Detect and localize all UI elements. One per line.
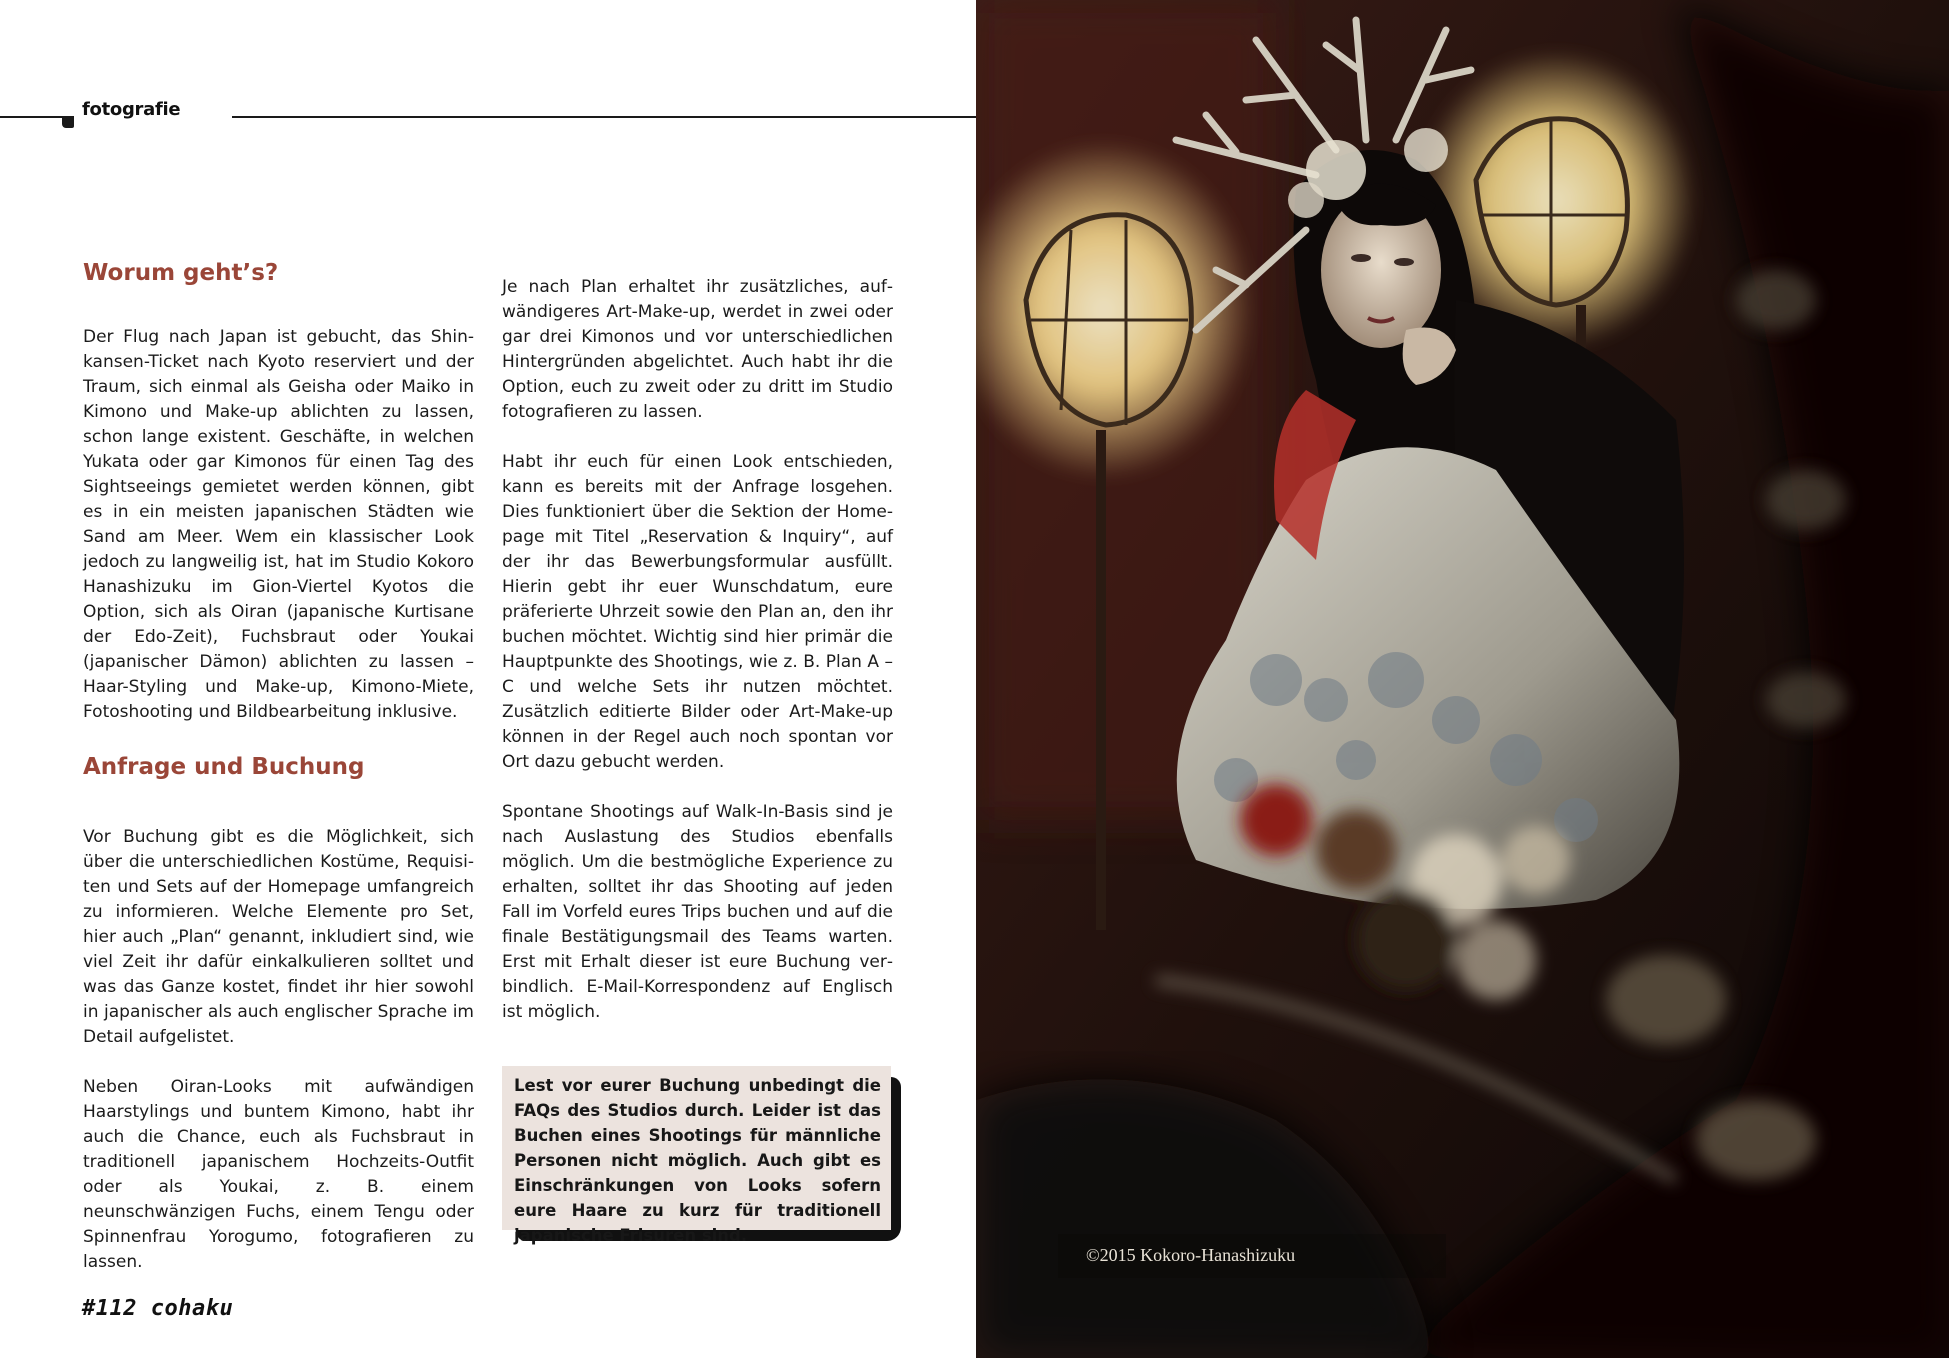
header-rule-tab <box>62 116 74 128</box>
section-tag: fotografie <box>82 99 181 120</box>
heading-anfrage: Anfrage und Buchung <box>83 754 365 780</box>
photo-credit-box <box>1058 1234 1446 1278</box>
header-rule-right <box>232 116 976 118</box>
paragraph: Je nach Plan erhaltet ihr zusätzliches, aufwändigeres Art-Make-up, werdet in zwei oder gar drei Kimonos und vor unterschiedlichen Hintergründen abgelichtet. Auch habt ihr die Option, euch zu zweit oder zu dritt im Studio fotografieren zu lassen. <box>502 277 893 422</box>
paragraph: Vor Buchung gibt es die Möglichkeit, sich über die unterschiedlichen Kostüme, Requisiten und Sets auf der Homepage umfangreich zu informieren. Welche Elemente pro Set, hier auch „Plan“ genannt, inkludiert sind, wie viel Zeit ihr dafür einkalkulieren solltet und was das Ganze kostet, findet ihr hier sowohl in japanischer als auch englischer Sprache im Detail aufgelistet. <box>83 827 474 1047</box>
issue-footer: #112 cohaku <box>82 1296 234 1321</box>
photo-illustration <box>976 0 1949 1358</box>
paragraph: Spontane Shootings auf Walk-In-Basis sind je nach Auslastung des Studios ebenfalls möglich. Um die bestmögliche Experience zu erhalten, solltet ihr das Shooting auf jeden Fall im Vorfeld eures Trips buchen und auf die finale Bestätigungsmail des Teams warten. Erst mit Erhalt dieser ist eure Buchung verbindlich. E-Mail-Korrespondenz auf Englisch ist möglich. <box>502 802 893 1022</box>
paragraph: Der Flug nach Japan ist gebucht, das Shinkansen-Ticket nach Kyoto reserviert und der Traum, sich einmal als Geisha oder Maiko in Kimono und Make-up ablichten zu lassen, schon lange existent. Geschäfte, in welchen Yukata oder gar Kimonos für einen Tag des Sightseeings gemietet werden können, gibt es in ein meisten japanischen Städten wie Sand am Meer. Wem ein klassischer Look jedoch zu langweilig ist, hat im Studio Kokoro Hanashizuku im Gion-Viertel Kyotos die Option, sich als Oiran (japanische Kurtisane der Edo-Zeit), Fuchsbraut oder Youkai (japanischer Dämon) ablichten zu lassen – Haar-Styling und Make-up, Kimono-Miete, Fotoshooting und Bildbearbeitung inklusive. <box>83 327 474 722</box>
header-rule <box>0 116 68 118</box>
paragraph: Neben Oiran-Looks mit aufwändigen Haarstylings und buntem Kimono, habt ihr auch die Chance, euch als Fuchsbraut in traditionell japanischem Hochzeits-Outfit oder als Youkai, z. B. einem neunschwänzigen Fuchs, einem Tengu oder Spinnenfrau Yorogumo, fotografieren zu lassen. <box>83 1077 474 1272</box>
photo-credit: ©2015 Kokoro-Hanashizuku <box>1086 1245 1296 1265</box>
paragraph: Habt ihr euch für einen Look entschieden, kann es bereits mit der Anfrage losgehen. Dies funktioniert über die Sektion der Homepage mit Titel „Reservation & Inquiry“, auf der ihr das Bewerbungsformular ausfüllt. Hierin gebt ihr euer Wunschdatum, eure präferierte Uhrzeit sowie den Plan an, den ihr buchen möchtet. Wichtig sind hier primär die Hauptpunkte des Shootings, wie z. B. Plan A – C und welche Sets ihr nutzen möchtet. Zusätzlich editierte Bilder oder Art-Make-up können in der Regel auch noch spontan vor Ort dazu gebucht werden. <box>502 452 893 772</box>
callout-text: Lest vor eurer Buchung unbedingt die FAQs des Studios durch. Leider ist das Buchen eines Shootings für männliche Personen nicht möglich. Auch gibt es Einschränkungen von Looks sofern eure Haare zu kurz für traditionell japanische Frisuren sind. <box>514 1076 881 1245</box>
heading-worum: Worum geht’s? <box>83 260 279 286</box>
faq-callout-box <box>502 1066 891 1245</box>
cosplay-photograph <box>976 0 1949 1358</box>
